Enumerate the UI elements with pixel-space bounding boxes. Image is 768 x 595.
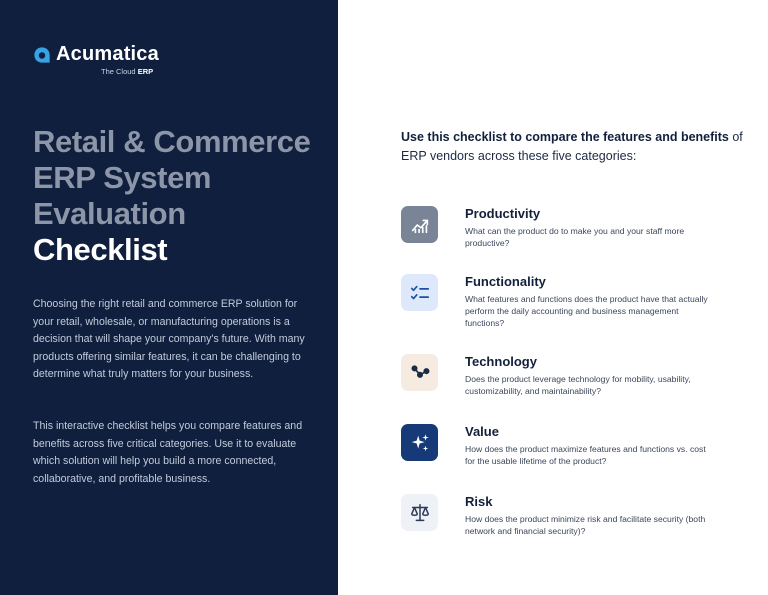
intro-paragraph-1: Choosing the right retail and commerce ERP solution for your retail, wholesale, or manufacturing operations is a decision that will shape your company's future. With many products offering similar features, it can be challenging to determine what truly matters for your business.	[33, 298, 305, 381]
sparkle-icon	[409, 432, 431, 454]
category-icon-box	[401, 354, 438, 391]
intro-paragraph-2: This interactive checklist helps you compare features and benefits across five critical categories. Use it to evaluate which solution will help you build a more connected, collaborative, and profitable business.	[33, 420, 303, 485]
category-description: What features and functions does the product have that actually perform the daily accounting and business management functions?	[465, 294, 708, 328]
title-line-3: Evaluation	[33, 196, 186, 231]
category-icon-box	[401, 206, 438, 243]
checklist-icon	[409, 282, 431, 304]
category-description: How does the product minimize risk and facilitate security (both network and financial security)?	[465, 514, 706, 536]
chart-growth-icon	[409, 214, 431, 236]
connected-nodes-icon	[409, 362, 431, 384]
category-description: Does the product leverage technology for mobility, usability, customizability, and maintainability?	[465, 374, 691, 396]
left-panel	[0, 0, 338, 595]
category-description: How does the product maximize features and functions vs. cost for the usable lifetime of the product?	[465, 444, 706, 466]
category-icon-box	[401, 424, 438, 461]
brand-logo	[33, 43, 159, 66]
tagline-prefix: The Cloud	[101, 67, 136, 76]
brand-tagline	[101, 67, 153, 76]
category-title: Value	[465, 424, 499, 439]
acumatica-logo-icon	[33, 46, 51, 64]
category-description: What can the product do to make you and your staff more productive?	[465, 226, 685, 248]
category-title: Technology	[465, 354, 537, 369]
checklist-intro	[401, 128, 746, 166]
category-icon-box	[401, 274, 438, 311]
page-title	[33, 124, 333, 268]
category-title: Risk	[465, 494, 493, 509]
title-line-4: Checklist	[33, 232, 168, 267]
title-line-2: ERP System	[33, 160, 212, 195]
brand-name: Acumatica	[56, 43, 159, 65]
intro-strong: Use this checklist to compare the features and benefits	[401, 130, 729, 144]
intro-rest: of ERP vendors across these five categories:	[401, 130, 743, 163]
category-title: Productivity	[465, 206, 541, 221]
scales-icon	[409, 502, 431, 524]
title-line-1: Retail & Commerce	[33, 124, 311, 159]
tagline-strong: ERP	[137, 67, 154, 76]
category-title: Functionality	[465, 274, 546, 289]
right-panel	[338, 0, 768, 595]
category-icon-box	[401, 494, 438, 531]
